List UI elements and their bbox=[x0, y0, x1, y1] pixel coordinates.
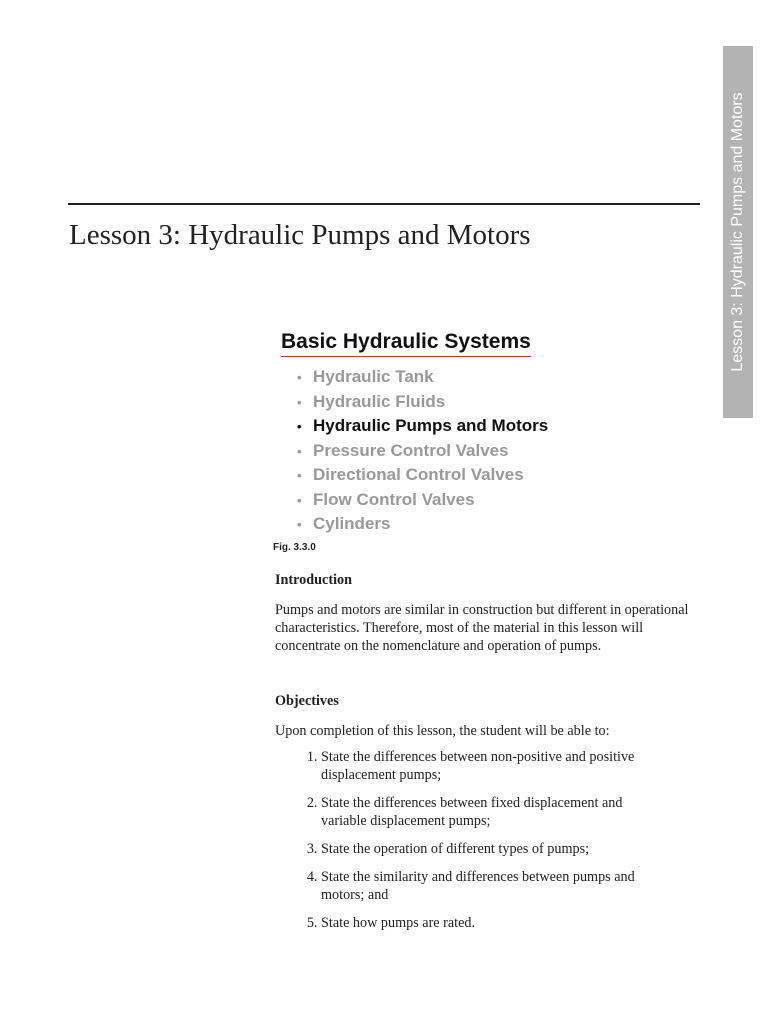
list-item-active: • Hydraulic Pumps and Motors bbox=[297, 416, 549, 435]
page-title: Lesson 3: Hydraulic Pumps and Motors bbox=[69, 219, 531, 251]
objectives-list bbox=[275, 748, 661, 932]
objective-item: 5. State how pumps are rated. bbox=[321, 914, 661, 932]
figure bbox=[281, 328, 548, 537]
list-item: • Hydraulic Fluids bbox=[297, 391, 446, 411]
figure-caption: Fig. 3.3.0 bbox=[273, 542, 316, 553]
figure-heading: Basic Hydraulic Systems bbox=[281, 328, 531, 357]
objective-item: 2. State the differences between fixed displacement and variable displacement pumps; bbox=[321, 794, 661, 830]
introduction-heading: Introduction bbox=[275, 572, 352, 588]
objectives-heading: Objectives bbox=[275, 693, 339, 709]
objectives-section bbox=[275, 692, 705, 942]
introduction-text: Pumps and motors are similar in construction but different in operational characteristics. Therefore, most of the material in this lesson will concentrate on the nomenclature and operation of pumps. bbox=[275, 602, 689, 654]
figure-list bbox=[297, 365, 548, 537]
side-tab-label: Lesson 3: Hydraulic Pumps and Motors bbox=[729, 92, 746, 372]
introduction-section bbox=[275, 571, 705, 655]
objective-item: 4. State the similarity and differences between pumps and motors; and bbox=[321, 868, 661, 904]
list-item: • Cylinders bbox=[297, 514, 391, 533]
side-tab bbox=[723, 46, 753, 418]
list-item: • Hydraulic Tank bbox=[297, 367, 434, 386]
list-item: • Flow Control Valves bbox=[297, 489, 475, 509]
list-item: • Directional Control Valves bbox=[297, 465, 524, 484]
objective-item: 3. State the operation of different types of pumps; bbox=[321, 840, 661, 858]
objectives-lead: Upon completion of this lesson, the student will be able to: bbox=[275, 723, 610, 739]
objective-item: 1. State the differences between non-positive and positive displacement pumps; bbox=[321, 748, 661, 784]
list-item: • Pressure Control Valves bbox=[297, 440, 509, 460]
title-rule bbox=[68, 203, 700, 205]
